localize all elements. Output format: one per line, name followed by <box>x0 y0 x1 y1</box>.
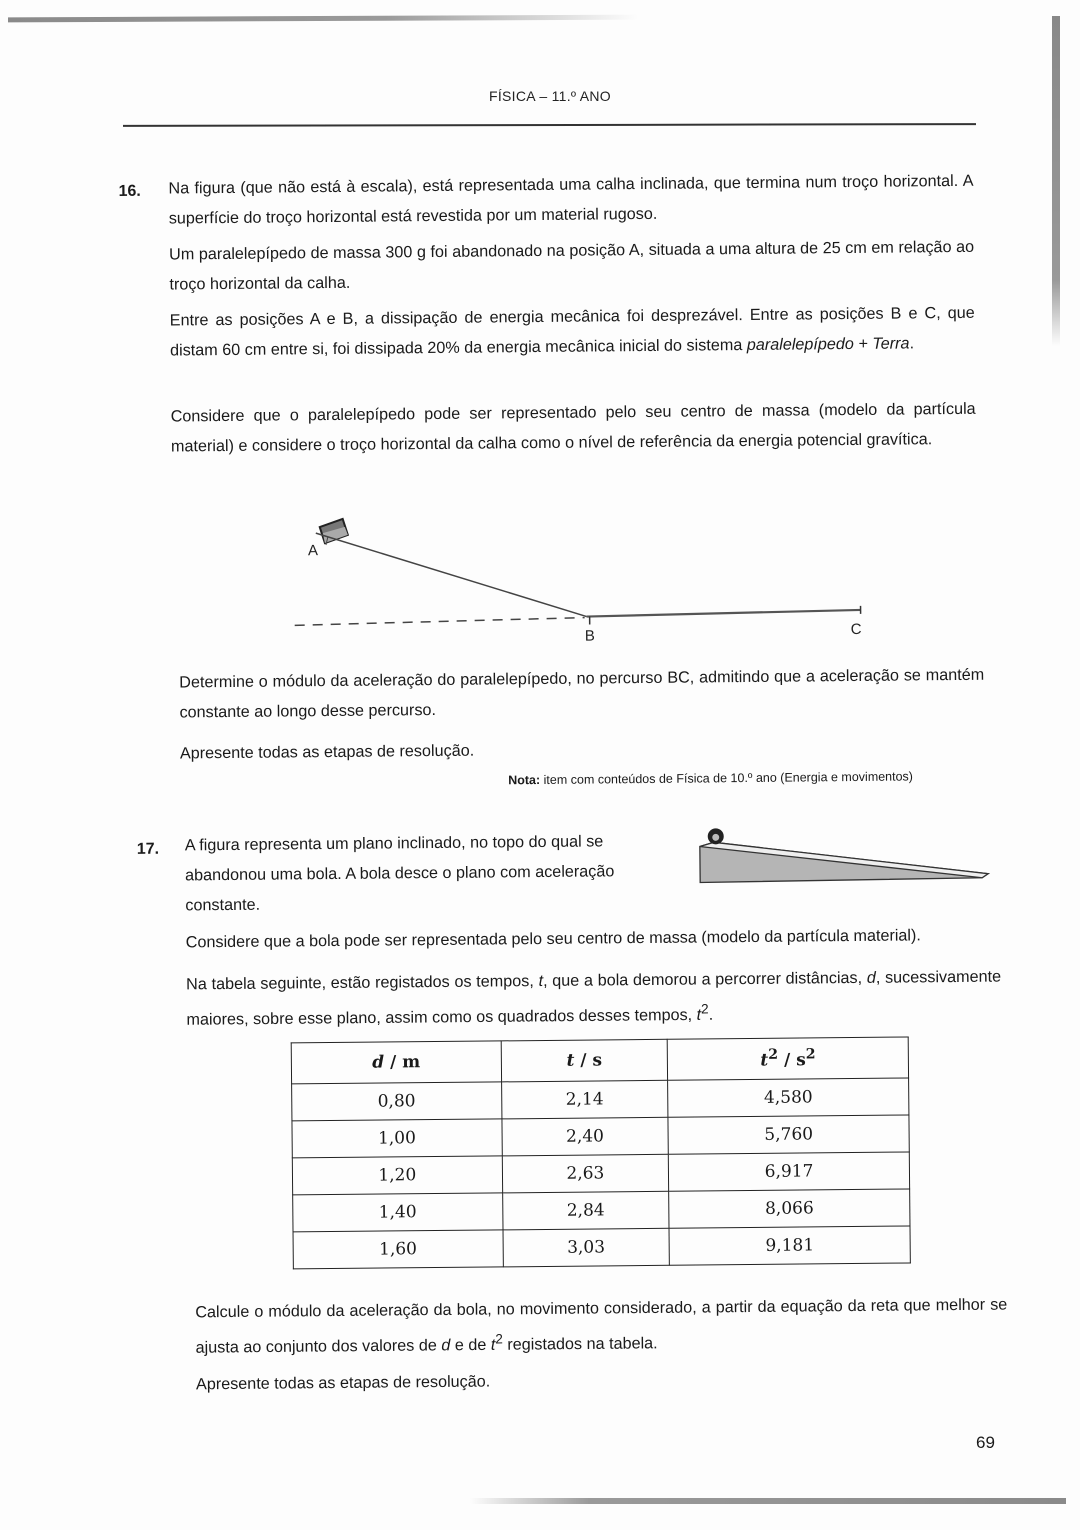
q17-paragraph-4: Calcule o módulo da aceleração da bola, no movimento considerado, a partir da equação da reta que melhor se ajusta ao conjunto dos valores de d e de $t^2$ registados na tabela. <box>195 1290 1008 1363</box>
inclined-track-figure <box>288 502 879 653</box>
q17-paragraph-3: Na tabela seguinte, estão registados os tempos, t, que a bola demorou a percorrer distâncias, d, sucessivamente maiores, sobre esse plano, assim como os quadrados desses tempos, $t^2$. <box>186 962 1002 1035</box>
cell-t2: 5,760 <box>668 1115 909 1154</box>
q17-paragraph-5: Apresente todas as etapas de resolução. <box>196 1362 1008 1400</box>
question-16-number: 16. <box>118 183 140 201</box>
q17-paragraph-1: A figura representa um plano inclinado, no topo do qual se abandonou uma bola. A bola desce o plano com aceleração constante. <box>185 826 678 921</box>
table-header-row <box>291 1037 908 1084</box>
table-row <box>292 1115 909 1158</box>
table-row <box>293 1189 910 1232</box>
ball-icon <box>708 828 724 844</box>
cell-d: 0,80 <box>292 1082 502 1121</box>
inclined-plane-figure <box>694 822 995 895</box>
cell-t2: 9,181 <box>669 1226 910 1265</box>
q16-paragraph-4: Considere que o paralelepípedo pode ser representado pelo seu centro de massa (modelo da partícula material) e considere o troço horizontal da calha como o nível de referência da energia potencial gravítica. <box>171 394 977 462</box>
label-c: C <box>851 621 862 638</box>
column-header-t: t / s <box>501 1039 668 1082</box>
q16-paragraph-6: Apresente todas as etapas de resolução. <box>180 731 985 769</box>
q16-note: Nota: item com conteúdos de Física de 10.º ano (Energia e movimentos) <box>508 769 913 787</box>
q16-paragraph-2: Um paralelepípedo de massa 300 g foi abandonado na posição A, situada a uma altura de 25 cm em relação ao troço horizontal da calha. <box>169 232 975 300</box>
q16-paragraph-5: Determine o módulo da aceleração do paralelepípedo, no percurso BC, admitindo que a aceleração se mantém constante ao longo desse percurso. <box>179 660 985 728</box>
table-row <box>293 1226 910 1269</box>
cell-d: 1,00 <box>292 1119 502 1158</box>
page-number: 69 <box>976 1433 995 1453</box>
system-label: paralelepípedo + Terra <box>747 334 910 354</box>
cell-t: 2,40 <box>502 1117 669 1156</box>
label-b: B <box>585 627 595 644</box>
cell-t: 2,14 <box>501 1080 668 1119</box>
q16-paragraph-3: Entre as posições A e B, a dissipação de energia mecânica foi desprezável. Entre as posições B e C, que distam 60 cm entre si, foi dissipada 20% da energia mecânica inicial do sistema paralelepípedo + Terra. <box>170 298 976 366</box>
cell-t2: 6,917 <box>668 1152 909 1191</box>
page-header-title: FÍSICA – 11.º ANO <box>0 88 1080 104</box>
label-a: A <box>308 542 318 559</box>
q17-paragraph-2: Considere que a bola pode ser representada pelo seu centro de massa (modelo da partícula material). <box>186 920 1001 958</box>
cell-t2: 4,580 <box>668 1078 909 1117</box>
column-header-t2: $t^2 / s^2$ <box>667 1037 908 1080</box>
cell-t2: 8,066 <box>669 1189 910 1228</box>
cell-d: 1,20 <box>292 1156 502 1195</box>
column-header-d: d / m <box>291 1041 501 1084</box>
table-row <box>292 1078 909 1121</box>
cell-t: 2,63 <box>502 1154 669 1193</box>
distance-time-table <box>291 1036 911 1269</box>
cell-t: 3,03 <box>503 1228 670 1267</box>
question-17-number: 17. <box>137 841 159 859</box>
cell-t: 2,84 <box>502 1191 669 1230</box>
cell-d: 1,60 <box>293 1230 503 1269</box>
cell-d: 1,40 <box>293 1193 503 1232</box>
q16-paragraph-1: Na figura (que não está à escala), está representada uma calha inclinada, que termina num troço horizontal. A superfície do troço horizontal está revestida por um material rugoso. <box>168 166 974 234</box>
table-row <box>292 1152 909 1195</box>
